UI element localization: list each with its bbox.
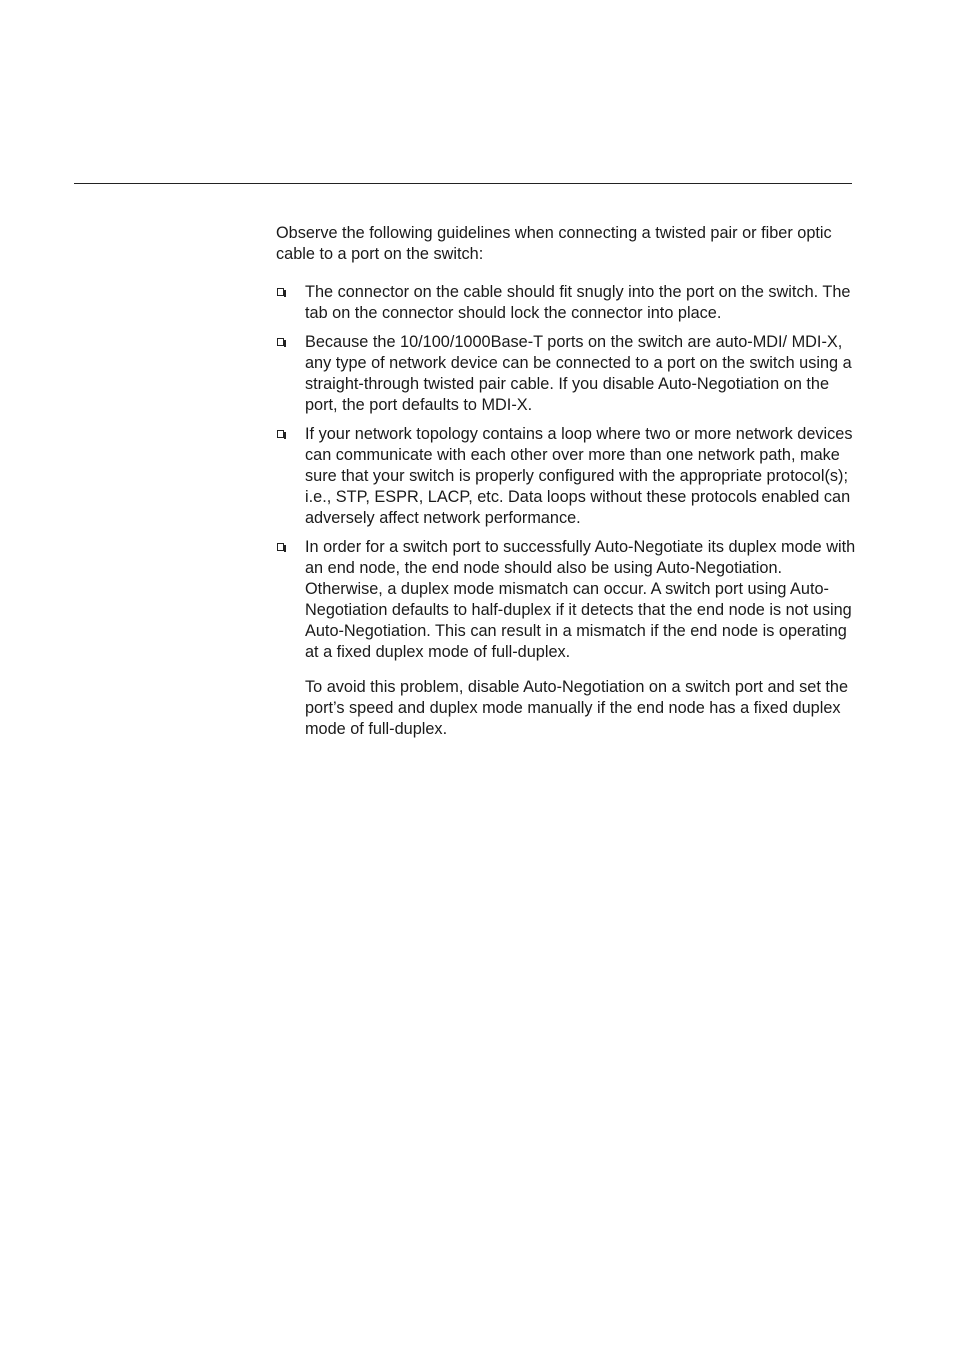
list-item — [276, 282, 856, 324]
checkbox-bullet-icon — [277, 338, 284, 346]
checkbox-bullet-icon — [277, 543, 284, 551]
checkbox-bullet-icon — [277, 430, 284, 438]
list-item-text: In order for a switch port to successfully Auto-Negotiate its duplex mode with an end node, the end node should also be using Auto-Negotiation. Otherwise, a duplex mode mismatch can occur. A switch port using Auto-Negotiation defaults to half-duplex if it detects that the end node is not using Auto-Negotiation. This can result in a mismatch if the end node is operating at a fixed duplex mode of full-duplex. — [305, 538, 856, 661]
list-item-text: Because the 10/100/1000Base-T ports on the switch are auto-MDI/ MDI-X, any type of network device can be connected to a port on the switch using a straight-through twisted pair cable. If you disable Auto-Negotiation on the port, the port defaults to MDI-X. — [305, 333, 852, 414]
followup-paragraph: To avoid this problem, disable Auto-Negotiation on a switch port and set the port’s speed and duplex mode manually if the end node has a fixed duplex mode of full-duplex. — [305, 678, 849, 738]
list-item — [276, 537, 856, 663]
intro-paragraph: Observe the following guidelines when connecting a twisted pair or fiber optic cable to a port on the switch: — [276, 224, 832, 263]
list-item-text: If your network topology contains a loop where two or more network devices can communicate with each other over more than one network path, make sure that your switch is properly configured with the appropriate protocol(s); i.e., STP, ESPR, LACP, etc. Data loops without these protocols enabled can adversely affect network performance. — [305, 425, 853, 527]
guidelines-section — [276, 223, 856, 740]
checkbox-bullet-icon — [277, 288, 284, 296]
header-rule — [74, 183, 852, 184]
list-item — [276, 424, 856, 529]
guidelines-list — [276, 282, 856, 663]
list-item-text: The connector on the cable should fit snugly into the port on the switch. The tab on the connector should lock the connector into place. — [305, 283, 851, 322]
list-item — [276, 332, 856, 416]
